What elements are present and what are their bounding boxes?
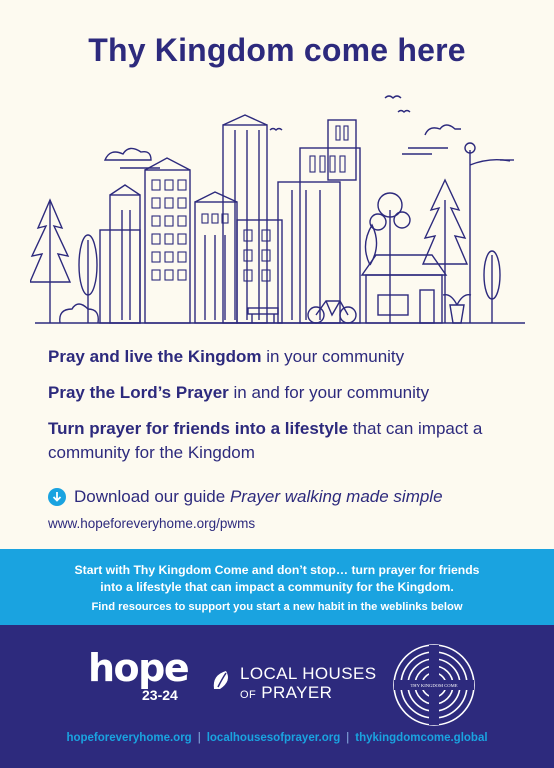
prayer-point-text: that can impact a community for the Kingdom (48, 419, 483, 462)
prayer-point (48, 381, 518, 405)
prayer-point-bold: Turn prayer for friends into a lifestyle (48, 419, 349, 438)
lhp-leaf-icon (210, 667, 236, 693)
download-guide-link[interactable] (48, 487, 443, 507)
link-hopeforeveryhome[interactable]: hopeforeveryhome.org (66, 732, 192, 744)
thy-kingdom-come-logo[interactable] (392, 643, 476, 727)
prayer-point (48, 417, 518, 465)
link-separator: | (346, 732, 350, 744)
band-line: Start with Thy Kingdom Come and don’t stop… turn prayer for friends (74, 563, 480, 577)
lhp-of: OF (240, 689, 257, 701)
download-arrow-icon (48, 488, 66, 506)
prayer-point-bold: Pray the Lord’s Prayer (48, 383, 229, 402)
hope-logo[interactable] (88, 646, 189, 703)
band-line: into a lifestyle that can impact a community for the Kingdom. (100, 580, 454, 594)
prayer-point-text: in and for your community (228, 383, 430, 402)
download-text: Download our guide (74, 487, 226, 506)
link-thykingdomcome[interactable]: thykingdomcome.global (355, 732, 488, 744)
footer (0, 625, 554, 768)
guide-title: Prayer walking made simple (229, 487, 443, 506)
band-resources: Find resources to support you start a new habit in the weblinks below (91, 601, 463, 613)
local-houses-of-prayer-logo[interactable] (210, 665, 376, 705)
tkc-logo-text: THY KINGDOM COME (410, 683, 458, 688)
link-separator: | (197, 732, 201, 744)
city-illustration (30, 90, 530, 335)
guide-url[interactable]: www.hopeforeveryhome.org/pwms (48, 516, 256, 531)
page-title: Thy Kingdom come here (88, 32, 466, 68)
hope-wordmark: hope (88, 646, 189, 690)
hope-year: 23-24 (142, 687, 178, 703)
lhp-line1: LOCAL HOUSES (240, 664, 377, 683)
prayer-point-text: in your community (261, 347, 405, 366)
prayer-points (48, 345, 518, 477)
band-message (0, 562, 554, 596)
info-band (0, 549, 554, 625)
link-localhousesofprayer[interactable]: localhousesofprayer.org (206, 732, 341, 744)
prayer-point-bold: Pray and live the Kingdom (48, 347, 262, 366)
footer-links (0, 732, 554, 744)
lhp-line2: PRAYER (261, 683, 333, 702)
prayer-point (48, 345, 518, 369)
